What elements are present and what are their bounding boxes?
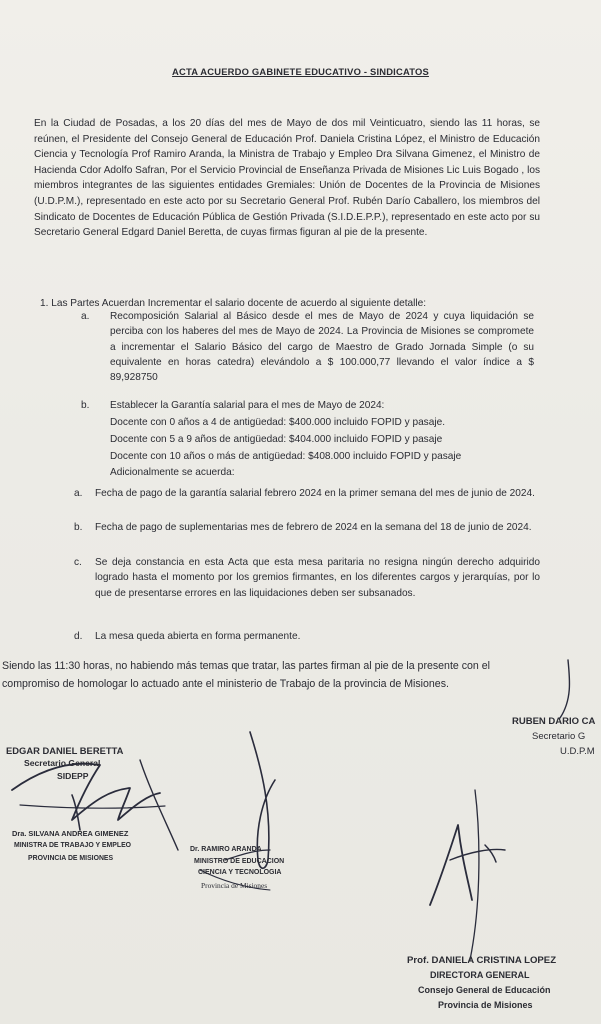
item-c-text: Fecha de pago de la garantía salarial febrero 2024 en la primer semana del mes de junio de 2024. [95, 488, 535, 499]
item-f-text: La mesa queda abierta en forma permanente. [95, 631, 301, 642]
stamp-aranda-role: MINISTRO DE EDUCACION [194, 858, 285, 865]
item-a-marker: a. [81, 311, 90, 322]
item-1: 1. Las Partes Acuerdan Incrementar el salario docente de acuerdo al siguiente detalle: [40, 298, 427, 309]
stamp-lopez-province: Provincia de Misiones [438, 1000, 533, 1010]
signature-lopez [430, 825, 472, 905]
item-e-marker: c. [74, 557, 82, 568]
stamp-aranda-org: Provincia de Misiones [201, 881, 268, 890]
item-b-text: Establecer la Garantía salarial para el mes de Mayo de 2024: [110, 400, 385, 411]
item-a-text: Recomposición Salarial al Básico desde el mes de Mayo de 2024 y cuya liquidación se perciba con los haberes del mes de Mayo de 2024. La Provincia de Misiones se compromete a incrementar el Salario Básico del cargo de Maestro de Grado Jornada Simple (o su equivalente en horas catedra) elevándolo a $ 100.000,77 llevando el valor índice a $ 89,928750 [110, 311, 534, 384]
stamp-gimenez-name: Dra. SILVANA ANDREA GIMENEZ [12, 829, 129, 838]
item-f-marker: d. [74, 631, 83, 642]
stamp-gimenez-org: PROVINCIA DE MISIONES [28, 855, 114, 862]
stamp-lopez-role: DIRECTORA GENERAL [430, 970, 530, 980]
stamp-beretta-org: SIDEPP [57, 771, 89, 781]
stamp-beretta-role: Secretario General [24, 758, 101, 768]
garantia-line-1: Docente con 0 años a 4 de antigüedad: $400.000 incluido FOPID y pasaje. [110, 417, 446, 428]
document-title: ACTA ACUERDO GABINETE EDUCATIVO - SINDICATOS [172, 66, 429, 77]
signature-caballero [560, 660, 570, 718]
garantia-line-3: Docente con 10 años o más de antigüedad: $408.000 incluido FOPID y pasaje [110, 451, 462, 462]
item-b-marker: b. [81, 400, 90, 411]
stamp-gimenez-role: MINISTRA DE TRABAJO Y EMPLEO [14, 842, 132, 849]
stamp-caballero-org: U.D.P.M [560, 746, 595, 757]
garantia-line-2: Docente con 5 a 9 años de antigüedad: $404.000 incluido FOPID y pasaje [110, 434, 443, 445]
stamp-caballero-role: Secretario G [532, 731, 586, 742]
intro-paragraph: En la Ciudad de Posadas, a los 20 días del mes de Mayo de dos mil Veinticuatro, siendo las 11 horas, se reúnen, el Presidente del Consejo General de Educación Prof. Daniela Cristina López, el Ministro de Educación Ciencia y Tecnología Prof Ramiro Aranda, la Ministra de Trabajo y Empleo Dra Silvana Gimenez, el Ministro de Hacienda Cdor Adolfo Safran, Por el Servicio Provincial de Enseñanza Privada de Misiones Lic Luis Bogado , los miembros integrantes de las siguientes entidades Gremiales: Unión de Docentes de la Provincia de Misiones (U.D.P.M.), representado en este acto por su Secretario General Prof. Rubén Darío Caballero, los miembros del Sindicato de Docentes de Educación Pública de Gestión Privada (S.I.D.E.P.P.), representado en este acto por su Secretario General Edgard Daniel Beretta, de cuyas firmas figuran al pie de la presente. [34, 118, 540, 239]
item-e-text: Se deja constancia en esta Acta que esta mesa paritaria no resigna ningún derecho adquirido logrado hasta el momento por los gremios firmantes, en los diferentes cargos y jerarquías, por lo que de presentarse errores en las liquidaciones deben ser subsanados. [95, 557, 540, 599]
stamp-lopez-org: Consejo General de Educación [418, 985, 551, 995]
stamp-caballero-name: RUBEN DARIO CA [512, 716, 596, 727]
item-d-text: Fecha de pago de suplementarias mes de febrero de 2024 en la semana del 18 de junio de 2024. [95, 522, 532, 533]
item-c-marker: a. [74, 488, 83, 499]
stamp-beretta-name: EDGAR DANIEL BERETTA [6, 745, 124, 756]
adicional-label: Adicionalmente se acuerda: [110, 467, 235, 478]
stamp-aranda-role-2: CIENCIA Y TECNOLOGIA [198, 869, 282, 876]
item-d-marker: b. [74, 522, 83, 533]
stamp-aranda-name: Dr. RAMIRO ARANDA [190, 846, 262, 853]
stamp-lopez-name: Prof. DANIELA CRISTINA LOPEZ [407, 955, 557, 966]
closing-paragraph: Siendo las 11:30 horas, no habiendo más temas que tratar, las partes firman al pie de la presente con el compromiso de homologar lo actuado ante el ministerio de Trabajo de la provincia de Misiones. [2, 660, 490, 690]
